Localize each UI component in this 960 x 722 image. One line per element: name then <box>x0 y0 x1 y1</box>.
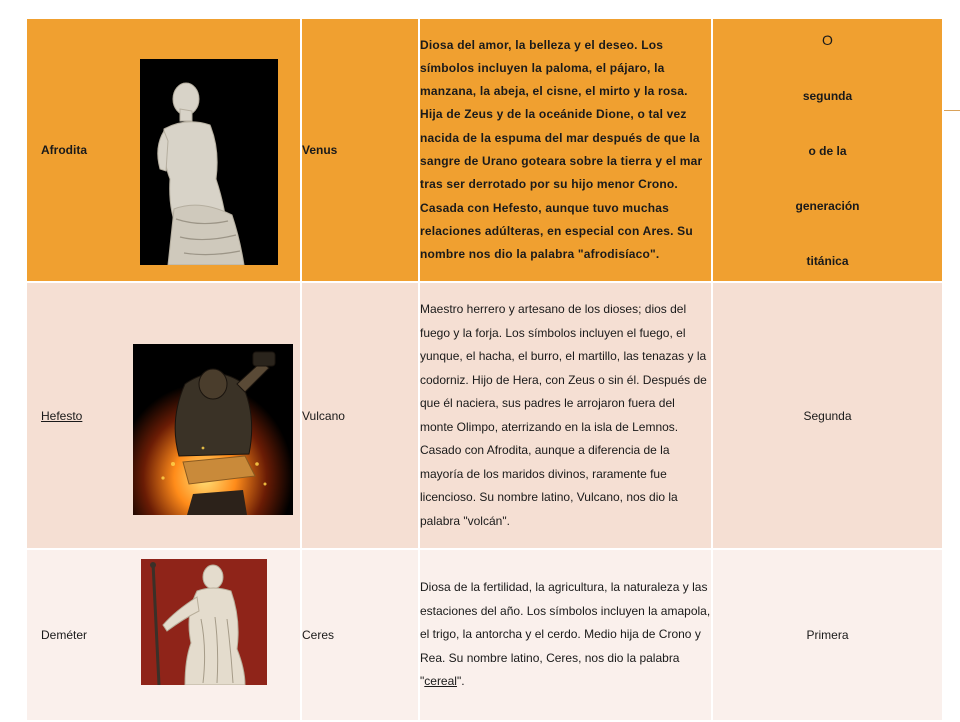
cereal-link[interactable]: cereal <box>424 674 457 689</box>
greek-name-cell <box>26 549 301 721</box>
generation-line: O <box>822 32 833 48</box>
statue-of-aphrodite-image <box>140 59 278 265</box>
generation-line: segunda <box>802 89 853 103</box>
statue-of-demeter-image <box>141 559 267 685</box>
generation-line: generación <box>795 199 860 213</box>
blacksmith-at-forge-image <box>133 344 293 515</box>
table-row <box>26 18 943 282</box>
description: Maestro herrero y artesano de los dioses; dios del fuego y la forja. Los símbolos incluyen el fuego, el yunque, el hacha, el burro, el martillo, las tenazas y la codorniz. Hijo de Hera, con Zeus o sin él. Después de que él naciera, sus padres le arrojaron fuera del monte Olimpo, aterrizando en la isla de Lemnos. Casado con Afrodita, aunque a diferencia de la mayoría de los maridos divinos, raramente fue licencioso. Su nombre latino, Vulcano, nos dio la palabra "volcán". <box>419 282 712 549</box>
generation: Primera <box>712 549 943 721</box>
greek-name-link[interactable]: Hefesto <box>41 408 83 423</box>
table-row <box>26 282 943 549</box>
roman-name: Ceres <box>301 549 419 721</box>
generation: Segunda <box>712 282 943 549</box>
generation-line: o de la <box>808 144 847 158</box>
table-row <box>26 549 943 721</box>
description-text: Diosa de la fertilidad, la agricultura, la naturaleza y las estaciones del año. Los símbolos incluyen la amapola, el trigo, la antorcha y el cerdo. Medio hija de Crono y Rea. Su nombre latino, Ceres, nos dio la palabra " <box>420 580 711 689</box>
greek-name: Deméter <box>41 628 88 642</box>
greek-name-cell <box>26 282 301 549</box>
decorative-line <box>942 110 960 111</box>
greek-name-cell <box>26 18 301 282</box>
description: Diosa del amor, la belleza y el deseo. Los símbolos incluyen la paloma, el pájaro, la manzana, la abeja, el cisne, el mirto y la rosa. Hija de Zeus y de la oceánide Dione, o tal vez nacida de la espuma del mar después de que la sangre de Urano goteara sobre la tierra y el mar tras ser derrotado por su hijo menor Crono. Casada con Hefesto, aunque tuvo muchas relaciones adúlteras, en especial con Ares. Su nombre nos dio la palabra "afrodisíaco". <box>419 18 712 282</box>
gods-table <box>25 17 944 722</box>
greek-name: Afrodita <box>41 143 87 157</box>
roman-name: Venus <box>301 18 419 282</box>
generation-cell <box>712 18 943 282</box>
roman-name: Vulcano <box>301 282 419 549</box>
generation-line: titánica <box>806 254 849 268</box>
description-text-end: ". <box>456 674 465 689</box>
description <box>419 549 712 721</box>
